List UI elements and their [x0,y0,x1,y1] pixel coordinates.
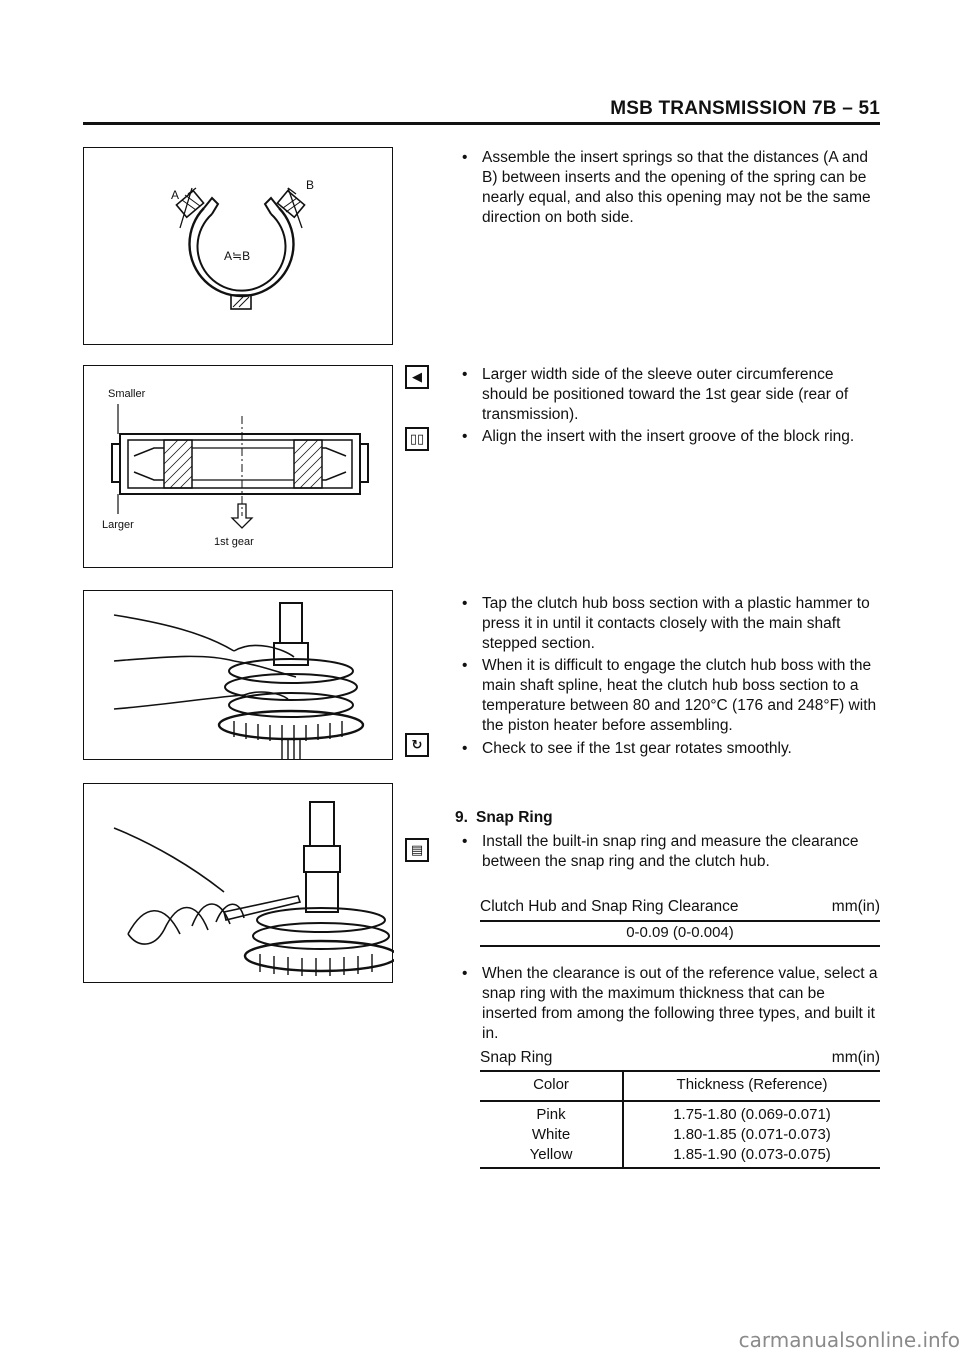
snap-table-title: Snap Ring [480,1049,553,1066]
snap-row-1-thickness: 1.75-1.80 (0.069-0.071) [673,1106,831,1123]
label-a-approx-b: A≒B [224,249,251,263]
label-b: B [306,178,315,192]
snap-table-bottom-rule [480,1167,880,1169]
clearance-table-unit: mm(in) [831,898,880,915]
clearance-table-title: Clutch Hub and Snap Ring Clearance [480,898,739,915]
insert-spring-drawing [84,148,394,346]
s3-bullet-3-text: Check to see if the 1st gear rotates smoothly. [482,740,792,757]
s3-bullet-2-text: When it is difficult to engage the clutch hub boss with the main shaft spline, heat the clutch hub boss section to a temperature between 80 and 120°C (176 and 248°F) with the piston heater before assembling. [482,657,877,734]
step-title: Snap Ring [476,809,553,826]
bullet-dot: • [462,833,468,850]
figure-measure-clearance [83,783,393,983]
s4-bullet-2-text: When the clearance is out of the reference value, select a snap ring with the maximum thickness that can be inserted from among the following three types, and built it in. [482,965,878,1042]
snap-row-1-color: Pink [536,1106,566,1123]
header-rule [83,122,880,125]
snap-row-3-color: Yellow [529,1146,573,1163]
figure-press-clutch-hub [83,590,393,760]
label-larger: Larger [102,519,134,531]
s2-bullet-1-text: Larger width side of the sleeve outer circumference should be positioned toward the 1st gear side (rear of transmission). [482,366,849,423]
label-1st-gear: 1st gear [214,536,254,548]
align-marks-icon: ▯▯ [405,427,429,451]
snap-table-header-rule [480,1100,880,1102]
label-smaller: Smaller [108,388,146,400]
bullet-dot: • [462,595,468,612]
bullet-dot: • [462,428,468,445]
s2-bullet-2-text: Align the insert with the insert groove of the block ring. [482,428,855,445]
s4-bullet-1-text: Install the built-in snap ring and measure the clearance between the snap ring and the clutch hub. [482,833,859,870]
figure-sleeve-section [83,365,393,568]
clearance-table-top-rule [480,920,880,922]
snap-row-2-thickness: 1.80-1.85 (0.071-0.073) [673,1126,831,1143]
snap-table-unit: mm(in) [831,1049,880,1066]
measure-clearance-drawing [84,784,394,984]
s3-bullet-1-text: Tap the clutch hub boss section with a plastic hammer to press it in until it contacts closely with the main shaft stepped section. [482,595,870,652]
step-number: 9. [455,809,468,826]
clearance-table-bottom-rule [480,945,880,947]
watermark: carmanualsonline.info [738,1328,960,1352]
label-a: A [171,188,180,202]
press-clutch-hub-drawing [84,591,394,761]
snap-table-top-rule [480,1070,880,1072]
s1-bullet-text: Assemble the insert springs so that the distances (A and B) between inserts and the opening of the spring can be nearly equal, and also this opening may not be the same direction on both side. [482,149,871,226]
bullet-dot: • [462,965,468,982]
arrow-left-icon: ◀ [405,365,429,389]
figure-insert-spring [83,147,393,345]
snap-row-3-thickness: 1.85-1.90 (0.073-0.075) [673,1146,831,1163]
bullet-dot: • [462,149,468,166]
snap-row-2-color: White [531,1126,571,1143]
bullet-dot: • [462,657,468,674]
clearance-value: 0-0.09 (0-0.004) [626,924,734,941]
bullet-dot: • [462,740,468,757]
snap-header-color: Color [533,1076,569,1093]
rotate-check-icon: ↻ [405,733,429,757]
page-header: MSB TRANSMISSION 7B – 51 [610,98,880,119]
bullet-dot: • [462,366,468,383]
snap-header-thickness: Thickness (Reference) [676,1076,828,1093]
measure-gauge-icon: ▤ [405,838,429,862]
